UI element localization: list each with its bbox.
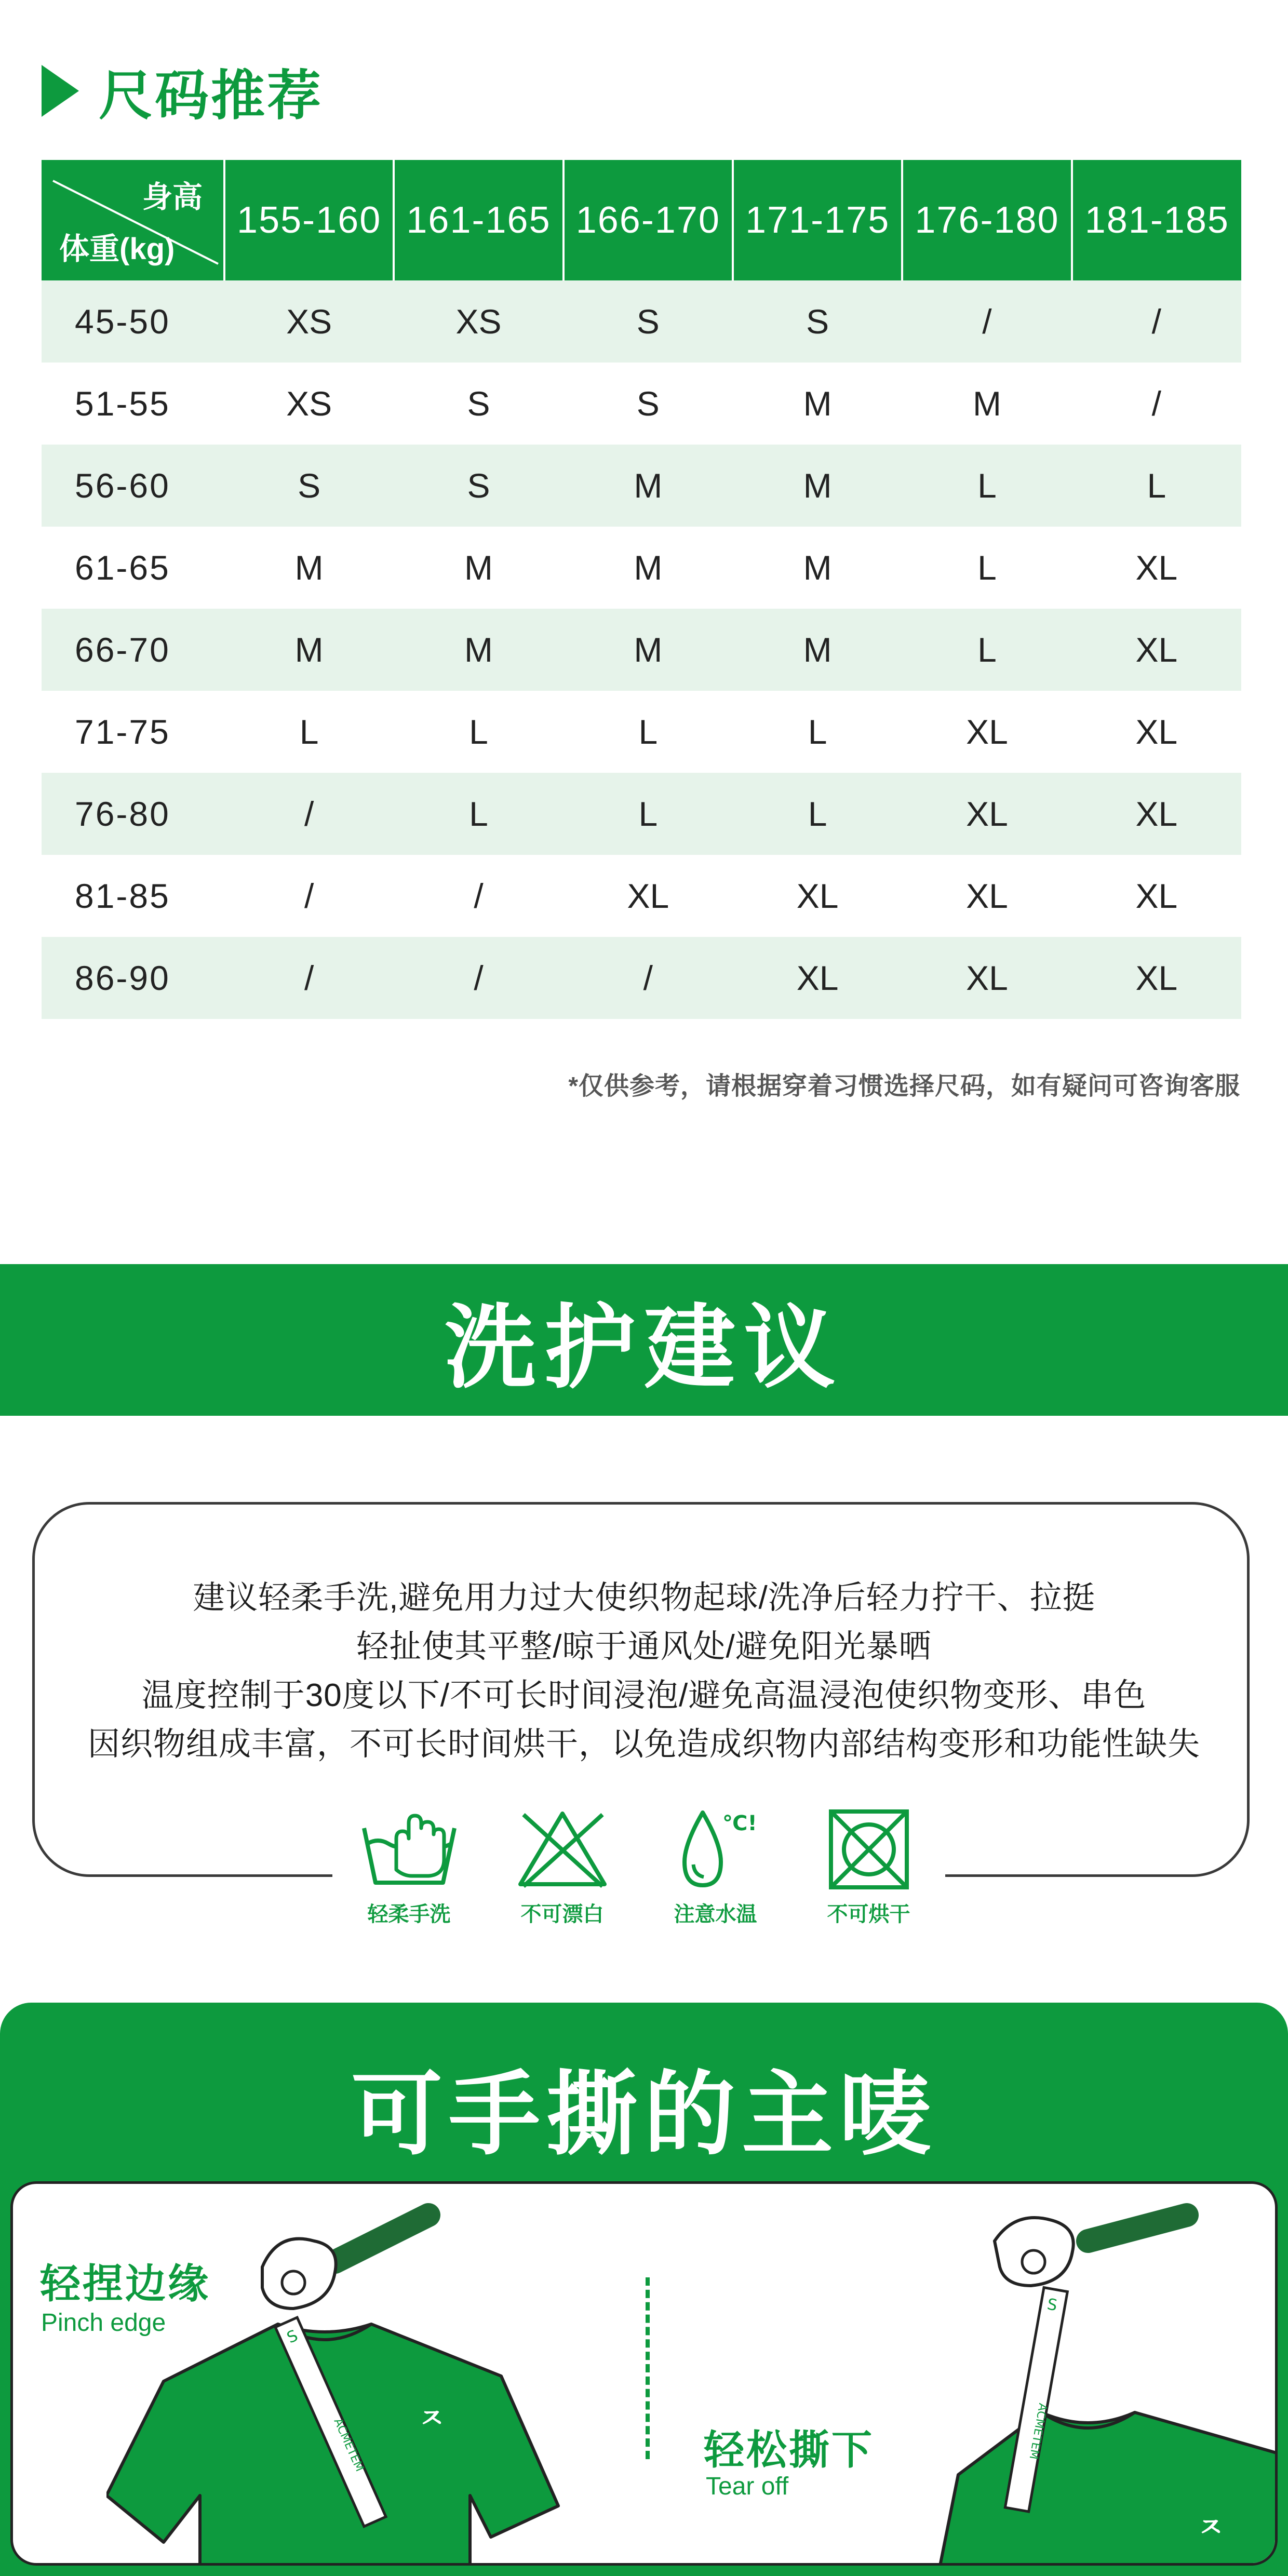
- size-cell: M: [394, 527, 563, 609]
- care-line: 建议轻柔手洗,避免用力过大使织物起球/洗净后轻力拧干、拉挺: [193, 1580, 1095, 1616]
- size-table-row: [42, 527, 1241, 609]
- size-cell: M: [733, 363, 902, 445]
- size-cell: /: [1072, 363, 1241, 445]
- weight-cell: 51-55: [42, 363, 224, 445]
- weight-cell: 56-60: [42, 445, 224, 527]
- height-header-cell: 155-160: [224, 160, 394, 280]
- size-disclaimer-note: *仅供参考，请根据穿着习惯选择尺码，如有疑问可咨询客服: [568, 1072, 1240, 1100]
- size-table-row: [42, 855, 1241, 937]
- size-cell: /: [564, 937, 733, 1019]
- no-bleach-label: 不可漂白: [520, 1903, 604, 1926]
- size-cell: L: [733, 691, 902, 773]
- size-table-row: [42, 280, 1241, 363]
- size-cell: XL: [564, 855, 733, 937]
- size-cell: S: [394, 363, 563, 445]
- size-cell: /: [224, 937, 394, 1019]
- tear-label-title: 可手撕的主唛: [351, 2064, 937, 2166]
- size-cell: M: [564, 609, 733, 691]
- size-cell: M: [733, 527, 902, 609]
- size-cell: XL: [1072, 609, 1241, 691]
- size-cell: M: [394, 609, 563, 691]
- hand-wash-icon: [360, 1807, 459, 1890]
- shirt-logo-icon: ㅈ: [418, 2402, 446, 2435]
- play-triangle-icon: [42, 65, 79, 117]
- size-cell: M: [224, 609, 394, 691]
- height-header-cell: 161-165: [394, 160, 563, 280]
- size-table-header-row: [42, 160, 1241, 280]
- size-cell: S: [394, 445, 563, 527]
- step1-subtitle: Pinch edge: [41, 2309, 166, 2337]
- size-cell: L: [902, 445, 1071, 527]
- pinch-edge-illustration: [106, 2184, 595, 2566]
- label-brand-text-2: ACMETEM: [1026, 2402, 1050, 2461]
- size-cell: L: [564, 691, 733, 773]
- no-bleach-icon: [513, 1807, 612, 1890]
- size-cell: L: [224, 691, 394, 773]
- weight-cell: 86-90: [42, 937, 224, 1019]
- care-item-hand-wash: [347, 1807, 472, 1937]
- label-brand-text: ACMETEM: [331, 2416, 366, 2474]
- size-section-title: [42, 57, 323, 125]
- size-table-row: [42, 363, 1241, 445]
- arm-icon: [335, 2215, 428, 2262]
- weight-cell: 71-75: [42, 691, 224, 773]
- size-cell: /: [394, 937, 563, 1019]
- size-cell: /: [224, 855, 394, 937]
- care-item-no-dry: [807, 1807, 931, 1937]
- size-table-row: [42, 445, 1241, 527]
- size-chart-table: [42, 160, 1241, 1019]
- size-cell: M: [564, 445, 733, 527]
- water-temperature-icon: [666, 1807, 765, 1890]
- care-item-no-bleach: [500, 1807, 625, 1937]
- tear-off-illustration: [917, 2184, 1278, 2566]
- weight-cell: 76-80: [42, 773, 224, 855]
- height-axis-label: 身高: [142, 180, 203, 214]
- size-cell: S: [733, 280, 902, 363]
- size-table-row: [42, 691, 1241, 773]
- label-size-text: S: [284, 2326, 301, 2347]
- tshirt-icon: [937, 2412, 1278, 2566]
- height-header-cell: 166-170: [564, 160, 733, 280]
- size-cell: L: [394, 773, 563, 855]
- height-header-cell: 171-175: [733, 160, 902, 280]
- size-cell: L: [733, 773, 902, 855]
- size-cell: L: [564, 773, 733, 855]
- size-cell: L: [902, 609, 1071, 691]
- care-line: 因织物组成丰富，不可长时间烘干，以免造成织物内部结构变形和功能性缺失: [87, 1726, 1200, 1762]
- step2-subtitle: Tear off: [706, 2473, 789, 2500]
- care-instructions-text: [0, 1574, 1288, 1769]
- size-cell: XL: [1072, 855, 1241, 937]
- size-cell: L: [902, 527, 1071, 609]
- tear-instructions-card: [10, 2181, 1278, 2566]
- size-cell: S: [564, 280, 733, 363]
- care-section-banner: [0, 1264, 1288, 1416]
- step2-title: 轻松撕下: [704, 2427, 875, 2473]
- size-cell: L: [1072, 445, 1241, 527]
- size-table-corner-cell: [42, 160, 224, 280]
- size-cell: XL: [1072, 937, 1241, 1019]
- care-line: 温度控制于30度以下/不可长时间浸泡/避免高温浸泡使织物变形、串色: [141, 1678, 1147, 1713]
- size-title-text: 尺码推荐: [99, 66, 324, 126]
- hand-wash-label: 轻柔手洗: [367, 1903, 451, 1926]
- size-cell: XS: [224, 363, 394, 445]
- size-cell: /: [224, 773, 394, 855]
- shirt-logo-icon: ㅈ: [1197, 2511, 1225, 2544]
- size-table-row: [42, 773, 1241, 855]
- size-table-row: [42, 609, 1241, 691]
- size-cell: /: [1072, 280, 1241, 363]
- size-cell: M: [733, 609, 902, 691]
- size-cell: M: [733, 445, 902, 527]
- size-cell: /: [394, 855, 563, 937]
- care-title: 洗护建议: [444, 1297, 843, 1399]
- temp-symbol: ℃!: [722, 1812, 757, 1835]
- size-cell: M: [902, 363, 1071, 445]
- care-icon-row: [332, 1807, 945, 1937]
- size-cell: XS: [394, 280, 563, 363]
- arm-icon: [1088, 2215, 1187, 2241]
- weight-cell: 45-50: [42, 280, 224, 363]
- size-cell: M: [564, 527, 733, 609]
- size-cell: XL: [1072, 527, 1241, 609]
- size-cell: S: [224, 445, 394, 527]
- weight-axis-label: 体重(kg): [59, 232, 175, 266]
- no-tumble-dry-icon: [820, 1807, 918, 1890]
- size-table-body: [42, 280, 1241, 1019]
- water-temp-label: 注意水温: [674, 1903, 757, 1926]
- weight-cell: 66-70: [42, 609, 224, 691]
- size-cell: XL: [733, 855, 902, 937]
- size-cell: XL: [902, 937, 1071, 1019]
- weight-cell: 81-85: [42, 855, 224, 937]
- size-cell: XS: [224, 280, 394, 363]
- size-cell: M: [224, 527, 394, 609]
- label-size-text-2: S: [1045, 2295, 1059, 2315]
- size-table-row: [42, 937, 1241, 1019]
- size-cell: XL: [733, 937, 902, 1019]
- step1-title: 轻捏边缘: [40, 2261, 211, 2306]
- no-dry-label: 不可烘干: [827, 1903, 910, 1926]
- size-cell: XL: [902, 855, 1071, 937]
- size-cell: XL: [1072, 691, 1241, 773]
- size-cell: S: [564, 363, 733, 445]
- size-cell: XL: [1072, 773, 1241, 855]
- weight-cell: 61-65: [42, 527, 224, 609]
- care-item-water-temp: [653, 1807, 778, 1937]
- size-cell: /: [902, 280, 1071, 363]
- height-header-cell: 181-185: [1072, 160, 1241, 280]
- size-cell: XL: [902, 691, 1071, 773]
- size-cell: L: [394, 691, 563, 773]
- step-divider: [646, 2277, 650, 2459]
- care-line: 轻扯使其平整/晾于通风处/避免阳光暴晒: [356, 1629, 932, 1665]
- height-header-cell: 176-180: [902, 160, 1071, 280]
- size-cell: XL: [902, 773, 1071, 855]
